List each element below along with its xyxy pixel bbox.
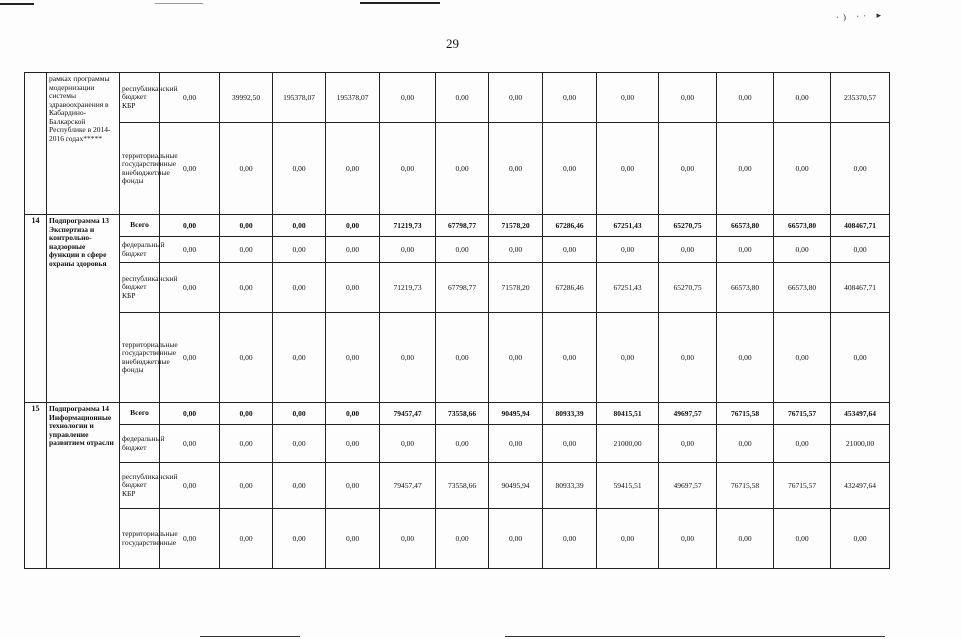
value-cell: 0,00 (489, 73, 543, 123)
total-value-cell: 432497,64 (831, 463, 890, 509)
value-cell: 0,00 (273, 123, 326, 215)
value-cell: 0,00 (273, 237, 326, 263)
value-cell: 0,00 (160, 463, 220, 509)
table-row (25, 215, 962, 237)
value-cell: 0,00 (436, 73, 489, 123)
value-cell: 66573,80 (774, 263, 831, 313)
value-cell: 0,00 (597, 313, 659, 403)
value-cell: 0,00 (380, 509, 436, 569)
value-cell: 0,00 (543, 123, 597, 215)
value-cell: 67798,77 (436, 263, 489, 313)
value-cell: 0,00 (160, 123, 220, 215)
total-value-cell: 408467,71 (831, 215, 890, 237)
table-row (25, 73, 962, 123)
value-cell: 0,00 (717, 509, 774, 569)
funding-source: республиканский бюджет КБР (120, 73, 160, 123)
value-cell: 0,00 (273, 509, 326, 569)
value-cell: 65270,75 (659, 215, 717, 237)
funding-source: территориальные государственные (120, 509, 160, 569)
value-cell: 0,00 (543, 237, 597, 263)
value-cell: 0,00 (774, 425, 831, 463)
value-cell: 90495,94 (489, 463, 543, 509)
value-cell: 0,00 (273, 313, 326, 403)
value-cell: 76715,57 (774, 403, 831, 425)
funding-source: федеральный бюджет (120, 425, 160, 463)
value-cell: 195378,07 (326, 73, 380, 123)
value-cell: 0,00 (774, 313, 831, 403)
value-cell: 71219,73 (380, 263, 436, 313)
funding-source: Всего (120, 403, 160, 425)
scan-artifact-right (360, 2, 440, 4)
total-value-cell: 0,00 (831, 237, 890, 263)
value-cell: 0,00 (273, 425, 326, 463)
table-row (25, 509, 962, 569)
value-cell: 79457,47 (380, 403, 436, 425)
value-cell: 0,00 (326, 509, 380, 569)
value-cell: 0,00 (220, 463, 273, 509)
value-cell: 49697,57 (659, 403, 717, 425)
value-cell: 76715,58 (717, 463, 774, 509)
value-cell: 0,00 (659, 73, 717, 123)
value-cell: 39992,50 (220, 73, 273, 123)
value-cell: 0,00 (380, 123, 436, 215)
value-cell: 49697,57 (659, 463, 717, 509)
value-cell: 67286,46 (543, 215, 597, 237)
value-cell: 0,00 (659, 509, 717, 569)
total-value-cell: 0,00 (831, 313, 890, 403)
value-cell: 0,00 (597, 237, 659, 263)
value-cell: 0,00 (380, 313, 436, 403)
value-cell: 0,00 (160, 425, 220, 463)
table-row (25, 123, 962, 215)
value-cell: 0,00 (597, 73, 659, 123)
value-cell: 0,00 (326, 215, 380, 237)
value-cell: 80933,39 (543, 403, 597, 425)
scan-artifact-bottom-right (505, 636, 885, 637)
value-cell: 0,00 (273, 463, 326, 509)
row-index: 14 (25, 215, 47, 403)
value-cell: 0,00 (160, 73, 220, 123)
value-cell: 65270,75 (659, 263, 717, 313)
funding-source: федеральный бюджет (120, 237, 160, 263)
value-cell: 0,00 (436, 313, 489, 403)
scan-artifact-mid (155, 3, 203, 4)
scan-artifact-left (0, 3, 34, 5)
total-value-cell: 408467,71 (831, 263, 890, 313)
value-cell: 0,00 (160, 237, 220, 263)
funding-source: Всего (120, 215, 160, 237)
total-value-cell: 235370,57 (831, 73, 890, 123)
value-cell: 71578,20 (489, 263, 543, 313)
value-cell: 0,00 (774, 73, 831, 123)
value-cell: 0,00 (160, 313, 220, 403)
total-value-cell: 0,00 (831, 509, 890, 569)
value-cell: 0,00 (436, 237, 489, 263)
value-cell: 76715,57 (774, 463, 831, 509)
value-cell: 0,00 (717, 73, 774, 123)
value-cell: 0,00 (326, 425, 380, 463)
value-cell: 0,00 (380, 237, 436, 263)
value-cell: 0,00 (220, 509, 273, 569)
value-cell: 0,00 (160, 263, 220, 313)
subprogram-name: рамках программы модернизации системы здравоохранения в Кабардино-Балкарской Республике в 2014-2016 годах***** (47, 73, 120, 215)
value-cell: 0,00 (774, 509, 831, 569)
table-row (25, 313, 962, 403)
value-cell: 0,00 (659, 123, 717, 215)
value-cell: 0,00 (380, 73, 436, 123)
value-cell: 0,00 (774, 237, 831, 263)
table-row (25, 403, 962, 425)
value-cell: 0,00 (489, 237, 543, 263)
value-cell: 0,00 (436, 509, 489, 569)
funding-source: республиканский бюджет КБР (120, 463, 160, 509)
value-cell: 0,00 (543, 73, 597, 123)
value-cell: 0,00 (273, 263, 326, 313)
value-cell: 0,00 (436, 425, 489, 463)
value-cell: 0,00 (717, 425, 774, 463)
table-body (25, 73, 962, 569)
value-cell: 0,00 (220, 313, 273, 403)
value-cell: 0,00 (220, 123, 273, 215)
value-cell: 0,00 (273, 215, 326, 237)
value-cell: 195378,07 (273, 73, 326, 123)
value-cell: 67798,77 (436, 215, 489, 237)
value-cell: 59415,51 (597, 463, 659, 509)
table-row (25, 263, 962, 313)
value-cell: 76715,58 (717, 403, 774, 425)
table-row (25, 237, 962, 263)
value-cell: 0,00 (489, 313, 543, 403)
value-cell: 66573,80 (717, 215, 774, 237)
value-cell: 0,00 (489, 123, 543, 215)
funding-source: республиканский бюджет КБР (120, 263, 160, 313)
value-cell: 71578,20 (489, 215, 543, 237)
subprogram-name: Подпрограмма 13 Экспертиза и контрольно-надзорные функции в сфере охраны здоровья (47, 215, 120, 403)
value-cell: 73558,66 (436, 463, 489, 509)
value-cell: 0,00 (543, 509, 597, 569)
value-cell: 0,00 (326, 463, 380, 509)
value-cell: 0,00 (717, 123, 774, 215)
value-cell: 0,00 (220, 237, 273, 263)
value-cell: 0,00 (326, 123, 380, 215)
scan-artifact-bottom (200, 636, 300, 637)
value-cell: 0,00 (220, 425, 273, 463)
value-cell: 0,00 (659, 425, 717, 463)
funding-source: территориальные государственные внебюджетные фонды (120, 123, 160, 215)
value-cell: 0,00 (220, 215, 273, 237)
value-cell: 80415,51 (597, 403, 659, 425)
value-cell: 66573,80 (774, 215, 831, 237)
value-cell: 0,00 (717, 313, 774, 403)
value-cell: 0,00 (597, 123, 659, 215)
subprogram-name: Подпрограмма 14 Информационные технологии и управление развитием отрасли (47, 403, 120, 569)
value-cell: 0,00 (160, 509, 220, 569)
value-cell: 0,00 (489, 425, 543, 463)
value-cell: 0,00 (717, 237, 774, 263)
table-row (25, 463, 962, 509)
value-cell: 66573,80 (717, 263, 774, 313)
value-cell: 79457,47 (380, 463, 436, 509)
value-cell: 0,00 (489, 509, 543, 569)
value-cell: 0,00 (597, 509, 659, 569)
value-cell: 73558,66 (436, 403, 489, 425)
value-cell: 0,00 (380, 425, 436, 463)
value-cell: 90495,94 (489, 403, 543, 425)
row-index: 15 (25, 403, 47, 569)
corner-marks: ·) ·· ▸ (835, 9, 886, 23)
budget-table (24, 72, 962, 569)
value-cell: 0,00 (220, 403, 273, 425)
value-cell: 0,00 (160, 403, 220, 425)
value-cell: 0,00 (220, 263, 273, 313)
value-cell: 0,00 (326, 403, 380, 425)
total-value-cell: 453497,64 (831, 403, 890, 425)
value-cell: 0,00 (436, 123, 489, 215)
value-cell: 0,00 (326, 237, 380, 263)
funding-source: территориальные государственные внебюджетные фонды (120, 313, 160, 403)
value-cell: 0,00 (659, 237, 717, 263)
value-cell: 0,00 (326, 263, 380, 313)
value-cell: 0,00 (543, 313, 597, 403)
value-cell: 0,00 (273, 403, 326, 425)
value-cell: 80933,39 (543, 463, 597, 509)
value-cell: 0,00 (659, 313, 717, 403)
value-cell: 21000,00 (597, 425, 659, 463)
value-cell: 0,00 (543, 425, 597, 463)
value-cell: 0,00 (774, 123, 831, 215)
total-value-cell: 0,00 (831, 123, 890, 215)
value-cell: 71219,73 (380, 215, 436, 237)
value-cell: 0,00 (326, 313, 380, 403)
table-row (25, 425, 962, 463)
value-cell: 67251,43 (597, 263, 659, 313)
value-cell: 67251,43 (597, 215, 659, 237)
value-cell: 67286,46 (543, 263, 597, 313)
row-index (25, 73, 47, 215)
page-number: 29 (446, 36, 459, 51)
value-cell: 0,00 (160, 215, 220, 237)
total-value-cell: 21000,00 (831, 425, 890, 463)
